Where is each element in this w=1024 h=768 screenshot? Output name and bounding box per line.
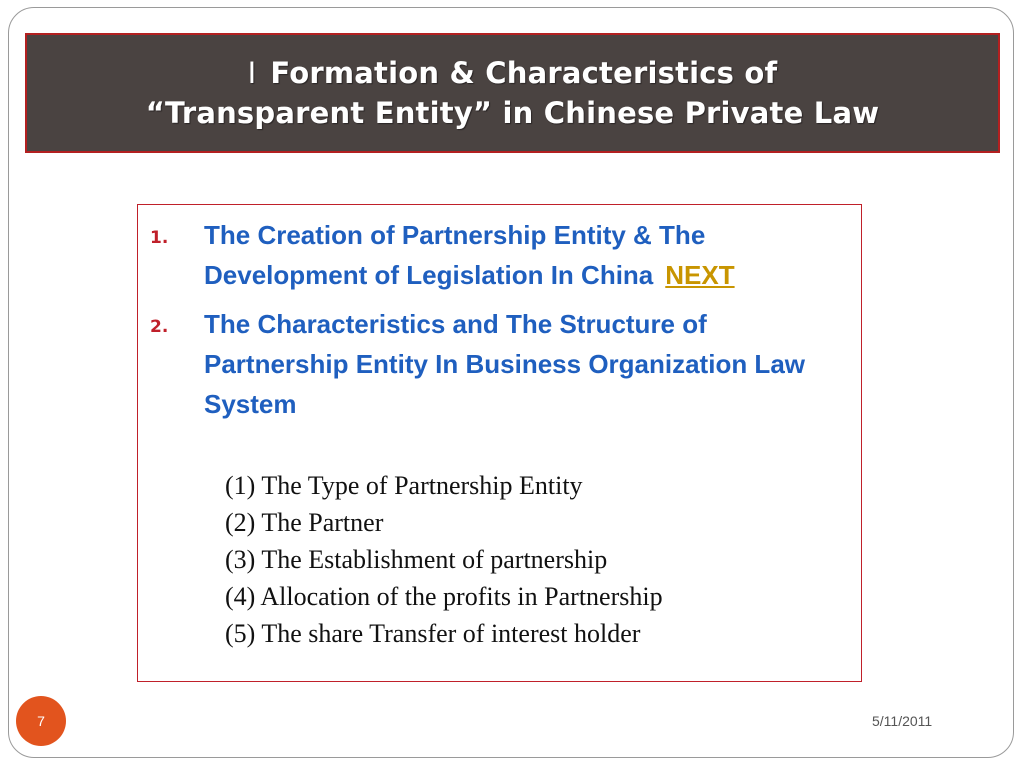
sub-list [225, 467, 663, 652]
list-text-1-body: The Creation of Partnership Entity & The Development of Legislation In China [204, 220, 706, 290]
list-number-2: 2. [150, 317, 169, 337]
page-number: 7 [37, 713, 45, 729]
sub-item-3: (3) The Establishment of partnership [225, 545, 608, 574]
title-text-1: Formation & Characteristics of [270, 56, 778, 90]
sub-item-5: (5) The share Transfer of interest holder [225, 619, 641, 648]
title-bar [25, 33, 1000, 153]
list-text-1 [204, 215, 841, 295]
slide-date: 5/11/2011 [872, 713, 933, 729]
page-number-badge [16, 696, 66, 746]
sub-item-4: (4) Allocation of the profits in Partnership [225, 582, 663, 611]
title-line-2: “Transparent Entity” in Chinese Private Law [145, 96, 880, 130]
next-link[interactable]: NEXT [665, 260, 735, 290]
list-number-1: 1. [150, 228, 169, 248]
list-text-2: The Characteristics and The Structure of Partnership Entity In Business Organization Law System [204, 309, 805, 419]
sub-item-1: (1) The Type of Partnership Entity [225, 471, 583, 500]
sub-item-2: (2) The Partner [225, 508, 384, 537]
title-line-1 [248, 53, 778, 93]
content-box [137, 204, 862, 682]
title-numeral: Ⅰ [247, 56, 257, 90]
